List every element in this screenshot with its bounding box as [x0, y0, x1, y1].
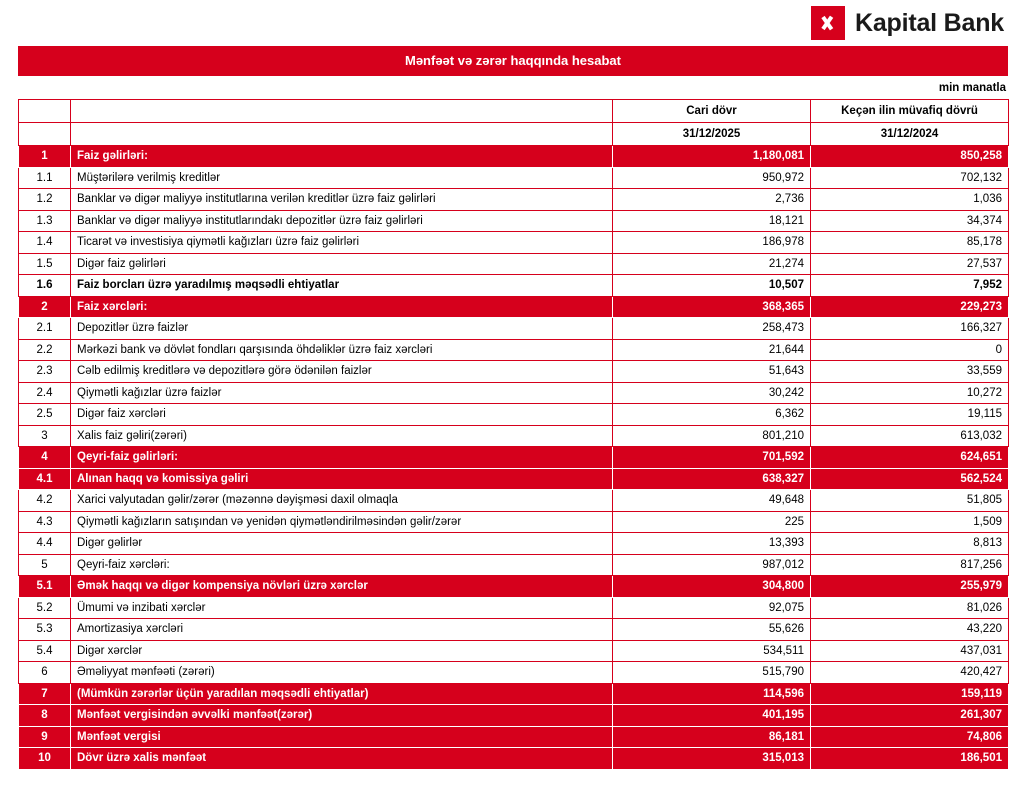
row-number: 2.2: [19, 339, 71, 361]
row-value-previous: 850,258: [811, 146, 1009, 168]
row-value-current: 21,274: [613, 253, 811, 275]
row-value-current: 515,790: [613, 662, 811, 684]
table-body: [19, 146, 1009, 770]
table-row: [19, 253, 1009, 275]
header-row-periods: [19, 100, 1009, 123]
table-row: [19, 490, 1009, 512]
row-value-current: 51,643: [613, 361, 811, 383]
row-label: Banklar və digər maliyyə institutlarındakı depozitlər üzrə faiz gəlirləri: [71, 210, 613, 232]
row-number: 4.1: [19, 468, 71, 490]
row-number: 8: [19, 705, 71, 727]
row-value-current: 304,800: [613, 576, 811, 598]
row-number: 2.1: [19, 318, 71, 340]
table-row: [19, 275, 1009, 297]
header-blank-num: [19, 100, 71, 123]
row-value-previous: 1,036: [811, 189, 1009, 211]
row-label: Digər gəlirlər: [71, 533, 613, 555]
row-number: 5.3: [19, 619, 71, 641]
row-value-previous: 8,813: [811, 533, 1009, 555]
row-value-current: 987,012: [613, 554, 811, 576]
row-number: 2.4: [19, 382, 71, 404]
row-value-previous: 817,256: [811, 554, 1009, 576]
table-row: [19, 748, 1009, 770]
row-value-previous: 702,132: [811, 167, 1009, 189]
row-label: Faiz xərcləri:: [71, 296, 613, 318]
row-label: Ticarət və investisiya qiymətli kağızları üzrə faiz gəlirləri: [71, 232, 613, 254]
row-value-previous: 27,537: [811, 253, 1009, 275]
row-label: Amortizasiya xərcləri: [71, 619, 613, 641]
table-row: [19, 662, 1009, 684]
table-row: [19, 404, 1009, 426]
row-value-previous: 74,806: [811, 726, 1009, 748]
row-number: 10: [19, 748, 71, 770]
row-value-previous: 1,509: [811, 511, 1009, 533]
logo-bar: [0, 0, 1026, 46]
row-value-current: 534,511: [613, 640, 811, 662]
row-label: Faiz borcları üzrə yaradılmış məqsədli ehtiyatlar: [71, 275, 613, 297]
row-value-previous: 43,220: [811, 619, 1009, 641]
row-value-current: 368,365: [613, 296, 811, 318]
row-value-current: 401,195: [613, 705, 811, 727]
table-row: [19, 726, 1009, 748]
row-value-current: 225: [613, 511, 811, 533]
table-row: [19, 576, 1009, 598]
row-number: 6: [19, 662, 71, 684]
row-number: 5.4: [19, 640, 71, 662]
row-value-previous: 437,031: [811, 640, 1009, 662]
table-row: [19, 705, 1009, 727]
row-label: (Mümkün zərərlər üçün yaradılan məqsədli ehtiyatlar): [71, 683, 613, 705]
row-value-current: 2,736: [613, 189, 811, 211]
row-number: 2: [19, 296, 71, 318]
row-value-previous: 166,327: [811, 318, 1009, 340]
table-row: [19, 361, 1009, 383]
row-number: 9: [19, 726, 71, 748]
table-row: [19, 425, 1009, 447]
row-value-current: 801,210: [613, 425, 811, 447]
row-number: 1.2: [19, 189, 71, 211]
row-number: 1.1: [19, 167, 71, 189]
row-label: Xarici valyutadan gəlir/zərər (məzənnə dəyişməsi daxil olmaqla: [71, 490, 613, 512]
row-label: Xalis faiz gəliri(zərəri): [71, 425, 613, 447]
row-number: 4.2: [19, 490, 71, 512]
table-row: [19, 683, 1009, 705]
row-value-previous: 85,178: [811, 232, 1009, 254]
units-label: min manatla: [938, 82, 1006, 94]
row-value-previous: 261,307: [811, 705, 1009, 727]
row-number: 7: [19, 683, 71, 705]
kapital-bank-mark-icon: [811, 6, 845, 40]
row-number: 5.1: [19, 576, 71, 598]
row-value-current: 701,592: [613, 447, 811, 469]
row-value-previous: 0: [811, 339, 1009, 361]
table-row: [19, 640, 1009, 662]
table-row: [19, 167, 1009, 189]
table-row: [19, 597, 1009, 619]
row-number: 2.5: [19, 404, 71, 426]
row-number: 1.6: [19, 275, 71, 297]
row-value-current: 55,626: [613, 619, 811, 641]
row-value-current: 6,362: [613, 404, 811, 426]
row-value-previous: 562,524: [811, 468, 1009, 490]
row-number: 4.3: [19, 511, 71, 533]
row-label: Əməliyyat mənfəəti (zərəri): [71, 662, 613, 684]
row-value-current: 258,473: [613, 318, 811, 340]
table-row: [19, 318, 1009, 340]
row-value-previous: 33,559: [811, 361, 1009, 383]
row-value-current: 10,507: [613, 275, 811, 297]
row-value-current: 49,648: [613, 490, 811, 512]
row-label: Digər faiz gəlirləri: [71, 253, 613, 275]
profit-loss-table: [18, 99, 1009, 770]
table-head: [19, 100, 1009, 146]
row-value-previous: 255,979: [811, 576, 1009, 598]
row-label: Qeyri-faiz xərcləri:: [71, 554, 613, 576]
table-row: [19, 447, 1009, 469]
row-number: 1.4: [19, 232, 71, 254]
header-current-period: Cari dövr: [613, 100, 811, 123]
row-value-previous: 7,952: [811, 275, 1009, 297]
row-label: Mərkəzi bank və dövlət fondları qarşısında öhdəliklər üzrə faiz xərcləri: [71, 339, 613, 361]
row-label: Digər faiz xərcləri: [71, 404, 613, 426]
header-blank-label: [71, 100, 613, 123]
row-label: Əmək haqqı və digər kompensiya növləri üzrə xərclər: [71, 576, 613, 598]
row-number: 4.4: [19, 533, 71, 555]
row-label: Cəlb edilmiş kreditlərə və depozitlərə görə ödənilən faizlər: [71, 361, 613, 383]
table-row: [19, 146, 1009, 168]
header-blank-num-2: [19, 123, 71, 146]
header-current-date: 31/12/2025: [613, 123, 811, 146]
row-label: Alınan haqq və komissiya gəliri: [71, 468, 613, 490]
row-number: 1: [19, 146, 71, 168]
row-label: Qiymətli kağızlar üzrə faizlər: [71, 382, 613, 404]
table-row: [19, 189, 1009, 211]
row-value-previous: 34,374: [811, 210, 1009, 232]
row-value-current: 638,327: [613, 468, 811, 490]
row-label: Qiymətli kağızların satışından və yenidən qiymətləndirilməsindən gəlir/zərər: [71, 511, 613, 533]
row-value-current: 18,121: [613, 210, 811, 232]
header-blank-label-2: [71, 123, 613, 146]
table-row: [19, 468, 1009, 490]
row-value-previous: 624,651: [811, 447, 1009, 469]
row-value-previous: 186,501: [811, 748, 1009, 770]
kapital-bank-logo: [811, 6, 1004, 40]
table-row: [19, 296, 1009, 318]
row-value-current: 21,644: [613, 339, 811, 361]
header-previous-date: 31/12/2024: [811, 123, 1009, 146]
row-value-current: 1,180,081: [613, 146, 811, 168]
row-value-current: 86,181: [613, 726, 811, 748]
row-label: Banklar və digər maliyyə institutlarına verilən kreditlər üzrə faiz gəlirləri: [71, 189, 613, 211]
row-value-current: 92,075: [613, 597, 811, 619]
row-number: 1.3: [19, 210, 71, 232]
row-label: Mənfəət vergisi: [71, 726, 613, 748]
row-value-current: 30,242: [613, 382, 811, 404]
report-title: Mənfəət və zərər haqqında hesabat: [18, 46, 1008, 76]
row-value-previous: 51,805: [811, 490, 1009, 512]
row-value-current: 13,393: [613, 533, 811, 555]
row-value-previous: 10,272: [811, 382, 1009, 404]
header-previous-period: Keçən ilin müvafiq dövrü: [811, 100, 1009, 123]
row-label: Faiz gəlirləri:: [71, 146, 613, 168]
table-row: [19, 619, 1009, 641]
row-label: Digər xərclər: [71, 640, 613, 662]
row-number: 2.3: [19, 361, 71, 383]
row-value-previous: 81,026: [811, 597, 1009, 619]
row-value-current: 114,596: [613, 683, 811, 705]
row-value-current: 315,013: [613, 748, 811, 770]
table-row: [19, 232, 1009, 254]
row-number: 5: [19, 554, 71, 576]
row-label: Ümumi və inzibati xərclər: [71, 597, 613, 619]
row-number: 1.5: [19, 253, 71, 275]
table-row: [19, 382, 1009, 404]
table-row: [19, 533, 1009, 555]
table-row: [19, 511, 1009, 533]
row-value-previous: 613,032: [811, 425, 1009, 447]
row-value-previous: 19,115: [811, 404, 1009, 426]
row-value-previous: 229,273: [811, 296, 1009, 318]
row-value-previous: 420,427: [811, 662, 1009, 684]
row-value-current: 186,978: [613, 232, 811, 254]
row-label: Depozitlər üzrə faizlər: [71, 318, 613, 340]
row-number: 5.2: [19, 597, 71, 619]
row-number: 3: [19, 425, 71, 447]
row-value-current: 950,972: [613, 167, 811, 189]
table-row: [19, 554, 1009, 576]
row-number: 4: [19, 447, 71, 469]
row-label: Müştərilərə verilmiş kreditlər: [71, 167, 613, 189]
brand-name: Kapital Bank: [854, 8, 1004, 37]
table-row: [19, 210, 1009, 232]
row-label: Mənfəət vergisindən əvvəlki mənfəət(zərər): [71, 705, 613, 727]
row-label: Qeyri-faiz gəlirləri:: [71, 447, 613, 469]
table-row: [19, 339, 1009, 361]
header-row-dates: [19, 123, 1009, 146]
row-label: Dövr üzrə xalis mənfəət: [71, 748, 613, 770]
row-value-previous: 159,119: [811, 683, 1009, 705]
